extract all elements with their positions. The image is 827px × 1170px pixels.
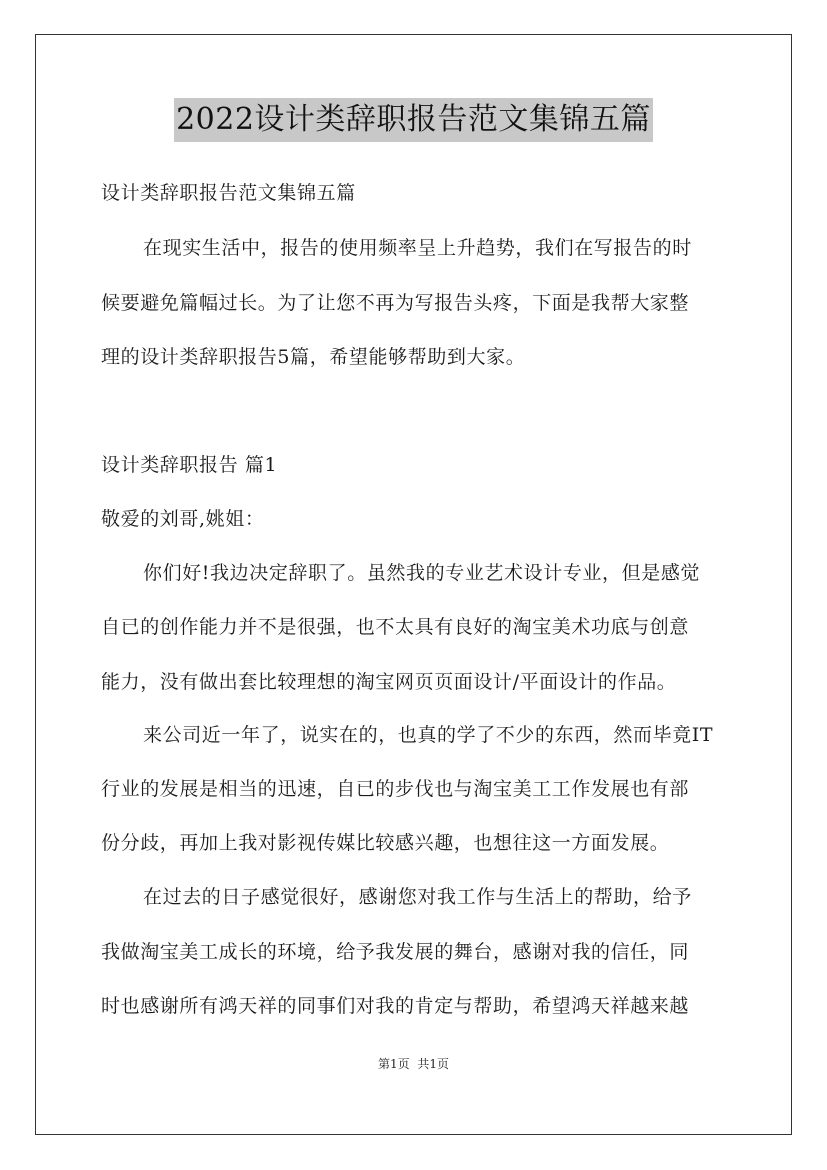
para3-line-2: 我做淘宝美工成长的环境，给予我发展的舞台，感谢对我的信任，同: [101, 941, 690, 963]
page-footer: [0, 1055, 827, 1073]
page-total: 共1页: [417, 1057, 450, 1071]
section-heading: 设计类辞职报告 篇1: [101, 454, 278, 476]
page-number: 第1页: [377, 1057, 410, 1071]
para3-line-3: 时也感谢所有鸿天祥的同事们对我的肯定与帮助，希望鸿天祥越来越: [101, 995, 690, 1017]
para1-line-3: 能力，没有做出套比较理想的淘宝网页页面设计/平面设计的作品。: [101, 671, 677, 693]
intro-line-3: 理的设计类辞职报告5篇，希望能够帮助到大家。: [101, 346, 526, 368]
para2-line-3: 份分歧，再加上我对影视传媒比较感兴趣，也想往这一方面发展。: [101, 832, 670, 854]
para1-line-2: 自已的创作能力并不是很强，也不太具有良好的淘宝美术功底与创意: [101, 616, 690, 638]
para1-line-1: 你们好!我边决定辞职了。虽然我的专业艺术设计专业，但是感觉: [143, 562, 701, 584]
salutation: 敬爱的刘哥,姚姐：: [101, 508, 265, 530]
intro-line-1: 在现实生活中，报告的使用频率呈上升趋势，我们在写报告的时: [143, 237, 692, 259]
document-title: 2022设计类辞职报告范文集锦五篇: [174, 98, 653, 142]
para3-line-1: 在过去的日子感觉很好，感谢您对我工作与生活上的帮助，给予: [143, 886, 692, 908]
title-container: [0, 98, 827, 142]
para2-line-2: 行业的发展是相当的迅速，自已的步伐也与淘宝美工工作发展也有部: [101, 778, 690, 800]
document-subtitle: 设计类辞职报告范文集锦五篇: [101, 182, 356, 204]
para2-line-1: 来公司近一年了，说实在的，也真的学了不少的东西，然而毕竟IT: [143, 724, 714, 746]
intro-line-2: 候要避免篇幅过长。为了让您不再为写报告头疼，下面是我帮大家整: [101, 292, 690, 314]
